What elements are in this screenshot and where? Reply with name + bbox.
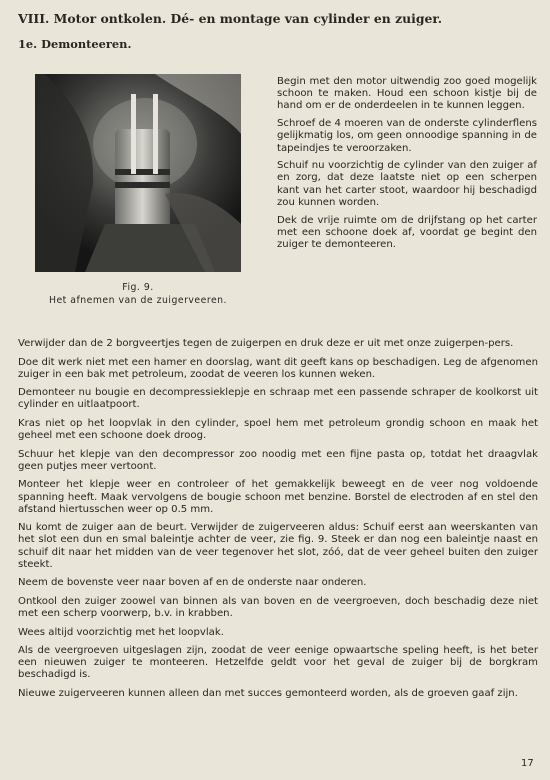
figure-description: Het afnemen van de zuigerveeren. <box>48 294 228 306</box>
body-column <box>18 338 538 706</box>
paragraph: Begin met den motor uitwendig zoo goed mogelijk schoon te maken. Houd een schoon kistje bij de hand om er de onderdeelen in te kunnen leggen. <box>277 76 537 112</box>
paragraph: Als de veergroeven uitgeslagen zijn, zoodat de veer eenige opwaartsche speling heeft, is het beter een nieuwen zuiger te monteeren. Hetzelfde geldt voor het geval de zuiger bij de borgkram beschadigd is. <box>18 645 538 681</box>
piston-ring-photo <box>35 74 241 272</box>
paragraph: Nu komt de zuiger aan de beurt. Verwijder de zuigerveeren aldus: Schuif eerst aan weerskanten van het slot een dun en smal baleintje achter de veer, zie fig. 9. Steek er dan nog een baleintje naast en schuif dit naar het midden van de veer tegenover het slot, zóó, dat de veer geheel buiten den zuiger steekt. <box>18 522 538 570</box>
paragraph: Neem de bovenste veer naar boven af en de onderste naar onderen. <box>18 577 367 589</box>
chapter-heading: VIII. Motor ontkolen. Dé- en montage van cylinder en zuiger. <box>18 11 443 26</box>
paragraph: Doe dit werk niet met een hamer en doorslag, want dit geeft kans op beschadigen. Leg de afgenomen zuiger in een bak met petroleum, zoodat de veeren los kunnen weken. <box>18 356 538 380</box>
page-number: 17 <box>521 758 534 769</box>
paragraph: Verwijder dan de 2 borgveertjes tegen de zuigerpen en druk deze er uit met onze zuigerpen-pers. <box>18 338 514 349</box>
intro-column <box>277 76 537 257</box>
paragraph: Dek de vrije ruimte om de drijfstang op het carter met een schoone doek af, voordat ge begint den zuiger te demonteeren. <box>277 214 537 250</box>
paragraph: Demonteer nu bougie en decompressieklepje en schraap met een passende schraper de koolkorst uit cylinder en uitlaatpoort. <box>18 387 538 411</box>
paragraph: Kras niet op het loopvlak in den cylinder, spoel hem met petroleum grondig schoon en maak het geheel met een schoone doek droog. <box>18 417 538 442</box>
paragraph: Wees altijd voorzichtig met het loopvlak. <box>18 626 224 638</box>
paragraph: Ontkool den zuiger zoowel van binnen als van boven en de veergroeven, doch beschadig deze niet met een scherp voorwerp, b.v. in krabben. <box>18 595 538 620</box>
paragraph: Schuur het klepje van den decompressor zoo noodig met een fijne pasta op, totdat het draagvlak geen putjes meer vertoont. <box>18 448 538 472</box>
paragraph: Nieuwe zuigerveeren kunnen alleen dan met succes gemonteerd worden, als de groeven gaaf zijn. <box>18 687 518 699</box>
figure-caption <box>18 282 258 307</box>
paragraph: Schuif nu voorzichtig de cylinder van den zuiger af en zorg, dat deze laatste niet op een scherpen kant van het carter stoot, waardoor hij beschadigd zou kunnen worden. <box>277 160 537 208</box>
paragraph: Schroef de 4 moeren van de onderste cylinderflens gelijkmatig los, om geen onnoodige spanning in de tapeindjes te veroorzaken. <box>277 118 537 154</box>
figure-number: Fig. 9. <box>122 282 154 293</box>
figure-photo <box>35 74 241 272</box>
section-heading: 1e. Demonteeren. <box>18 37 132 51</box>
paragraph: Monteer het klepje weer en controleer of het gemakkelijk beweegt en de veer nog voldoende spanning heeft. Maak vervolgens de bougie schoon met benzine. Borstel de electroden af en stel den afstand hiertusschen weer op 0.5 mm. <box>18 479 538 515</box>
